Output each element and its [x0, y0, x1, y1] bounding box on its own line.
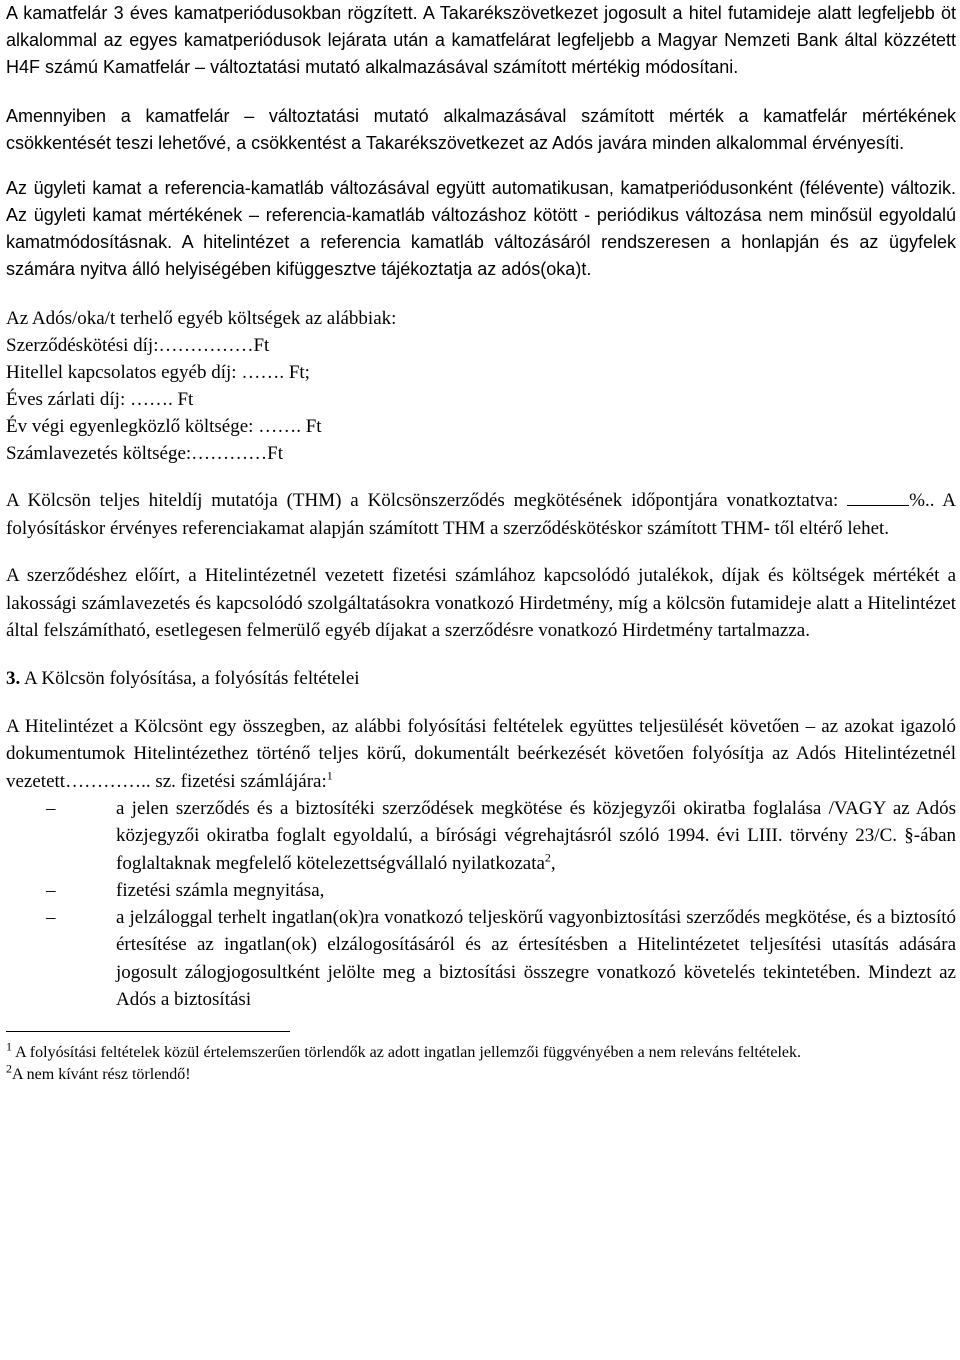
thm-text-after: %.. A folyósításkor érvényes referenciakamat alapján számított THM a szerződéskötéskor számított THM- től eltérő lehet. [6, 490, 957, 539]
paragraph-amennyiben: Amennyiben a kamatfelár – változtatási mutató alkalmazásával számított mérték a kamatfelár mértékének csökkentését teszi lehetővé, a csökkentést a Takarékszövetkezet az Adós javára minden alkalommal érvényesíti. [6, 106, 956, 153]
folyositas-text: A Hitelintézet a Kölcsönt egy összegben, az alábbi folyósítási feltételek együttes teljesülését követően – az azokat igazoló dokumentumok Hitelintézethez történő teljes körű, dokumentált beérkezését követően folyósítja az Adós Hitelintézetnél vezetett………….. sz. fizetési számlájára: [6, 715, 956, 792]
cost-item: Szerződéskötési díj:……………Ft [6, 335, 270, 356]
thm-blank-field[interactable] [847, 489, 909, 506]
footnote-text: A folyósítási feltételek közül értelemszerűen törlendők az adott ingatlan jellemzői függvényében a nem releváns feltételek. [12, 1044, 802, 1062]
cost-item: Számlavezetés költsége:…………Ft [6, 443, 284, 464]
cost-item: Év végi egyenlegközlő költsége: ……. Ft [6, 416, 322, 437]
conditions-list [6, 795, 956, 1013]
condition-tail: , [550, 852, 556, 874]
costs-list [6, 305, 956, 467]
paragraph-jutalekok: A szerződéshez előírt, a Hitelintézetnél vezetett fizetési számlához kapcsolódó jutalékok, díjak és költségek mértékét a lakossági számlavezetés és kapcsolódó szolgáltatásokra vonatkozó Hirdetmény, míg a kölcsön futamideje alatt a Hitelintézet által felszámítható, esetlegesen felmerülő egyéb díjakat a szerződésre vonatkozó Hirdetmény tartalmazza. [6, 565, 956, 641]
footnote-mark: 1 [6, 1040, 12, 1055]
section-number: 3. [6, 667, 21, 689]
dash-bullet: – [46, 907, 56, 929]
condition-text: a jelzáloggal terhelt ingatlan(ok)ra vonatkozó teljeskörű vagyonbiztosítási szerződés megkötése, és a biztosító értesítése az ingatlan(ok) elzálogosításáról és az értesítésben a Hitelintézetet teljesítési utasítás adására jogosult zálogjogosultként jelölte meg a biztosítási összegre vonatkozó követelés tekintetében. Mindezt az Adós a biztosítási [116, 907, 956, 1011]
footnote-mark: 2 [6, 1062, 12, 1077]
footnote-ref: 1 [326, 768, 333, 783]
paragraph-ugyleti-kamat: Az ügyleti kamat a referencia-kamatláb változásával együtt automatikusan, kamatperiódusonként (félévente) változik. Az ügyleti kamat mértékének – referencia-kamatláb változáshoz kötött - periódikus változása nem minősül egyoldalú kamatmódosításnak. A hitelintézet a referencia kamatláb változásáról rendszeresen a honlapján és az ügyfelek számára nyitva álló helyiségében kifüggesztve tájékoztatja az adós(oka)t. [6, 178, 956, 279]
costs-title: Az Adós/oka/t terhelő egyéb költségek az alábbiak: [6, 308, 397, 329]
footnote-separator [6, 1031, 290, 1032]
condition-text: a jelen szerződés és a biztosítéki szerződések megkötése és közjegyzői okiratba foglalása /VAGY az Adós közjegyzői okiratba foglalt egyoldalú, a bírósági végrehajtásról szóló 1994. évi LIII. törvény 23/C. §-ában foglaltaknak megfelelő kötelezettségvállaló nyilatkozata [116, 798, 956, 874]
list-item [6, 795, 956, 877]
paragraph-thm [6, 487, 956, 542]
list-item [6, 877, 956, 904]
footnote [6, 1042, 956, 1064]
section-heading [6, 665, 956, 693]
section-title: A Kölcsön folyósítása, a folyósítás feltételei [23, 667, 360, 689]
dash-bullet: – [46, 798, 56, 819]
list-item [6, 904, 956, 1013]
document-page [6, 0, 956, 1086]
cost-item: Hitellel kapcsolatos egyéb díj: ……. Ft; [6, 362, 310, 383]
cost-item: Éves zárlati díj: ……. Ft [6, 389, 194, 410]
paragraph-folyositas [6, 713, 956, 796]
paragraph-kamatfelar: A kamatfelár 3 éves kamatperiódusokban rögzített. A Takarékszövetkezet jogosult a hitel futamideje alatt legfeljebb öt alkalommal az egyes kamatperiódusok lejárata után a kamatfelárat legfeljebb a Magyar Nemzeti Bank által közzétett H4F számú Kamatfelár – változtatási mutató alkalmazásával számított mértékig módosítani. [6, 3, 956, 77]
footnote [6, 1064, 956, 1086]
condition-text: fizetési számla megnyitása, [116, 879, 325, 901]
dash-bullet: – [46, 879, 56, 901]
thm-text-before: A Kölcsön teljes hiteldíj mutatója (THM) a Kölcsönszerződés megkötésének időpontjára vonatkoztatva: [6, 490, 839, 511]
footnote-ref: 2 [544, 850, 551, 865]
footnote-text: A nem kívánt rész törlendő! [12, 1066, 191, 1084]
